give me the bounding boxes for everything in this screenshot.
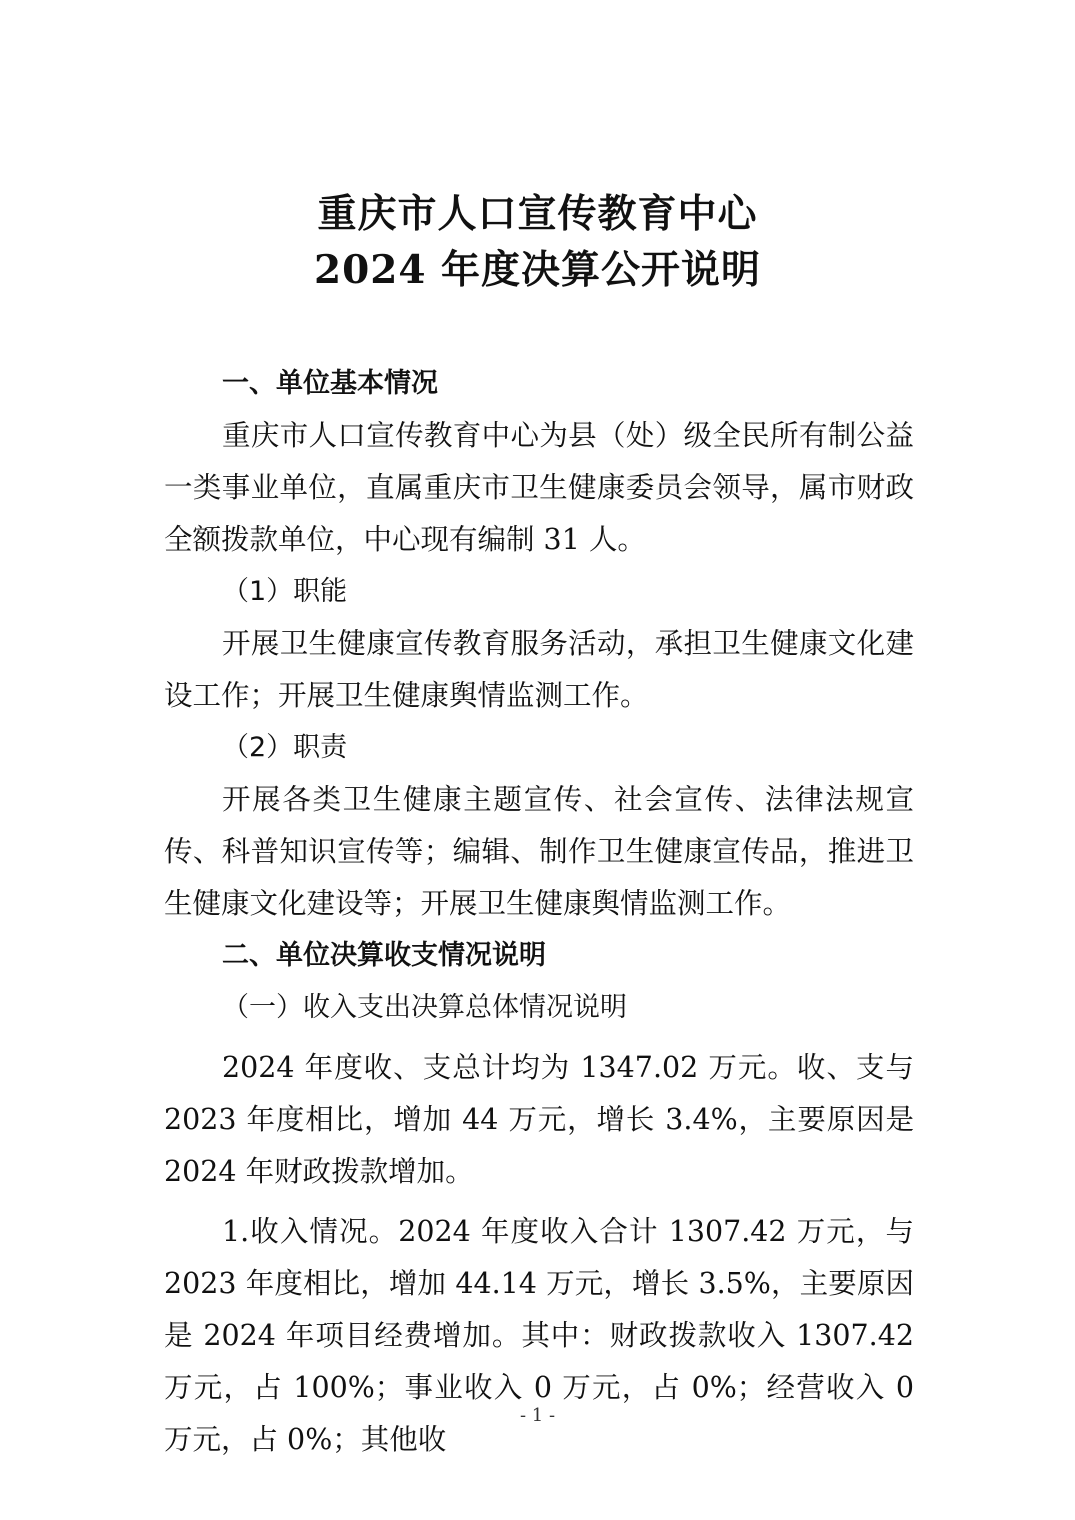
document-title-line2: 2024 年度决算公开说明 xyxy=(313,247,762,293)
section1-sub1-text: 开展卫生健康宣传教育服务活动，承担卫生健康文化建设工作；开展卫生健康舆情监测工作。 xyxy=(164,627,914,712)
section1-sub2-text: 开展各类卫生健康主题宣传、社会宣传、法律法规宣传、科普知识宣传等；编辑、制作卫生健康宣传品，推进卫生健康文化建设等；开展卫生健康舆情监测工作。 xyxy=(164,783,914,920)
section2-heading: 二、单位决算收支情况说明 xyxy=(222,940,546,971)
section2-sub1-heading: （一）收入支出决算总体情况说明 xyxy=(222,992,627,1023)
document-title-line1: 重庆市人口宣传教育中心 xyxy=(317,191,758,237)
section2-para1: 2024 年度收、支总计均为 1347.02 万元。收、支与 2023 年度相比，增加 44 万元，增长 3.4%，主要原因是 2024 年财政拨款增加。 xyxy=(164,1051,914,1188)
document-body xyxy=(164,358,914,1466)
page-number: - 1 - xyxy=(519,1405,556,1426)
section1-sub1-heading: （1）职能 xyxy=(222,576,348,607)
section1-intro: 重庆市人口宣传教育中心为县（处）级全民所有制公益一类事业单位，直属重庆市卫生健康委员会领导，属市财政全额拨款单位，中心现有编制 31 人。 xyxy=(164,419,914,556)
section1-heading: 一、单位基本情况 xyxy=(222,368,438,399)
section1-sub2-heading: （2）职责 xyxy=(222,732,348,763)
section2-para2: 1.收入情况。2024 年度收入合计 1307.42 万元，与 2023 年度相比，增加 44.14 万元，增长 3.5%，主要原因是 2024 年项目经费增加。其中：财政拨款收入 1307.42 万元，占 100%；事业收入 0 万元，占 0%；经营收入 0 万元，占 0%；其他收 xyxy=(164,1215,914,1456)
